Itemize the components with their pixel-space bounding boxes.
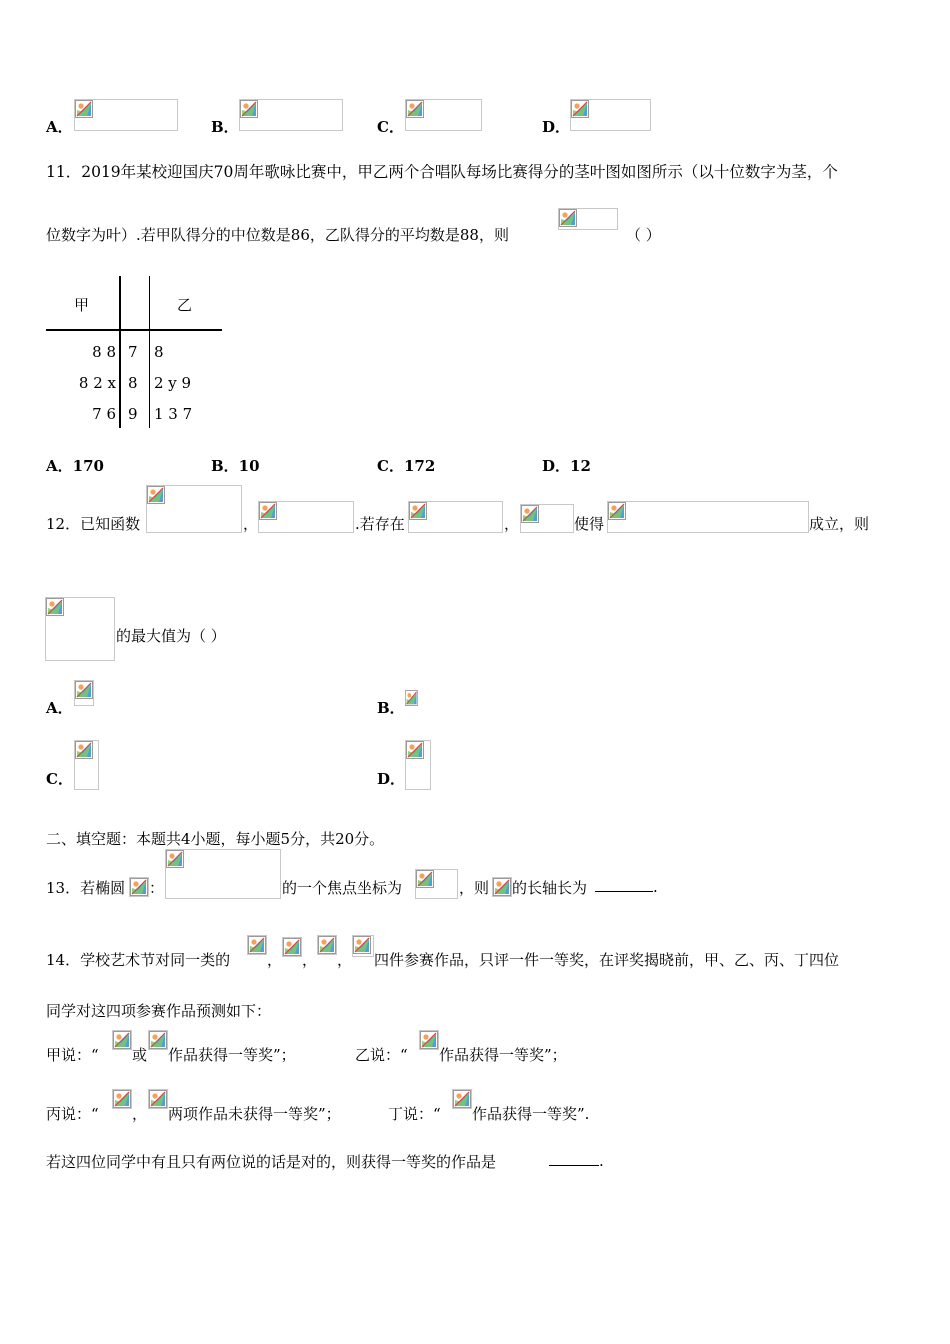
q14-comma3: ，: [337, 951, 353, 969]
plot-row2-left: 8 2 x: [78, 374, 116, 392]
q14-jia-work2-image: [148, 1030, 168, 1050]
q13-end: .: [653, 878, 658, 896]
q14-answer-blank[interactable]: [549, 1151, 604, 1170]
q14-ding-end: 作品获得一等奖”.: [472, 1105, 590, 1123]
broken-image-icon: [453, 1090, 471, 1108]
q14-comma2: ，: [302, 951, 318, 969]
broken-image-icon: [75, 741, 93, 759]
q14-work-d-image: [352, 935, 374, 957]
broken-image-icon: [113, 1090, 131, 1108]
q14-bing-work2-image: [148, 1089, 168, 1109]
broken-image-icon: [46, 598, 64, 616]
q10-option-a-image: [74, 99, 178, 131]
plot-row3-stem: 9: [128, 405, 138, 423]
q14-ding-label: 丁说：“: [388, 1105, 441, 1123]
broken-image-icon: [113, 1031, 131, 1049]
q13-c-image: [492, 877, 512, 897]
q14-line2: 同学对这四项参赛作品预测如下：: [46, 1002, 272, 1020]
q14-yi-label: 乙说：“: [355, 1046, 408, 1064]
plot-header-rule: [46, 329, 222, 331]
plot-row1-stem: 7: [128, 343, 138, 361]
q10-option-a-label: A．: [46, 118, 73, 136]
broken-image-icon: [420, 1031, 438, 1049]
broken-image-icon: [406, 100, 424, 118]
broken-image-icon: [283, 938, 301, 956]
q10-option-b-label: B．: [211, 118, 239, 136]
broken-image-icon: [405, 690, 418, 706]
broken-image-icon: [559, 209, 577, 227]
q14-jia-end: 作品获得一等奖”；: [168, 1046, 296, 1064]
broken-image-icon: [147, 486, 165, 504]
q14-bing-end: 两项作品未获得一等奖”；: [168, 1105, 341, 1123]
broken-image-icon: [166, 850, 184, 868]
q11-expression-image: [558, 208, 618, 230]
q11-option-b: B．10: [211, 457, 260, 475]
broken-image-icon: [248, 936, 266, 954]
q12-function-g-image: [258, 501, 354, 533]
broken-image-icon: [521, 505, 539, 523]
q12-option-b-label: B．: [377, 699, 405, 717]
q10-option-c-image: [405, 99, 482, 131]
q13-answer-blank[interactable]: [595, 877, 658, 896]
q14-rest: 四件参赛作品，只评一件一等奖，在评奖揭晓前，甲、乙、丙、丁四位: [374, 951, 840, 969]
plot-row2-right: 2 y 9: [154, 374, 192, 392]
broken-image-icon: [493, 878, 511, 896]
broken-image-icon: [75, 681, 93, 699]
q14-bing-work1-image: [112, 1089, 132, 1109]
q12-equation-image: [607, 501, 809, 533]
q12-option-c-image: [74, 740, 99, 790]
plot-head-left: 甲: [74, 296, 90, 314]
q12-make: 使得: [574, 515, 605, 533]
q14-jia-work1-image: [112, 1030, 132, 1050]
q11-option-d: D．12: [542, 457, 591, 475]
q13-focus-text: 的一个焦点坐标为: [282, 879, 403, 897]
q12-exist: .若存在: [355, 515, 405, 533]
q14-work-b-image: [282, 937, 302, 957]
q12-option-a-label: A．: [46, 699, 73, 717]
plot-divider-right: [149, 276, 150, 428]
q14-jia-or: 或: [132, 1046, 148, 1064]
stem-leaf-plot: [44, 276, 224, 428]
q14-final-end: .: [599, 1152, 604, 1170]
q14-prefix: 14．学校艺术节对同一类的: [46, 951, 231, 969]
q10-option-d-image: [570, 99, 651, 131]
q12-option-d-image: [405, 740, 431, 790]
q12-option-d-label: D．: [377, 770, 406, 788]
plot-row1-right: 8: [154, 343, 164, 361]
q14-bing-comma: ，: [132, 1105, 148, 1123]
q11-text-line2: 位数字为叶）.若甲队得分的中位数是86，乙队得分的平均数是88，则: [46, 226, 509, 244]
q14-jia-label: 甲说：“: [46, 1046, 99, 1064]
q14-comma1: ，: [267, 951, 283, 969]
q13-ellipse-c-image: [129, 877, 149, 897]
q14-yi-work-image: [419, 1030, 439, 1050]
broken-image-icon: [608, 502, 626, 520]
plot-row3-right: 1 3 7: [154, 405, 193, 423]
q12-option-b-image: [405, 690, 418, 706]
q13-then: ，则: [459, 879, 490, 897]
broken-image-icon: [416, 870, 434, 888]
q11-text-line1: 11．2019年某校迎国庆70周年歌咏比赛中，甲乙两个合唱队每场比赛得分的茎叶图如图所示（以十位数字为茎，个: [46, 163, 838, 181]
q12-max-value-text: 的最大值为（ ）: [116, 627, 226, 645]
q12-holds: 成立，则: [809, 515, 870, 533]
broken-image-icon: [240, 100, 258, 118]
plot-row2-stem: 8: [128, 374, 138, 392]
q13-colon: ：: [149, 879, 165, 897]
q11-option-c: C．172: [377, 457, 436, 475]
broken-image-icon: [353, 936, 371, 954]
q12-comma1: ，: [243, 515, 259, 533]
q12-x2-image: [520, 504, 574, 533]
q13-focus-coord-image: [415, 869, 458, 899]
broken-image-icon: [571, 100, 589, 118]
q12-option-a-image: [74, 680, 94, 706]
plot-divider-left: [119, 276, 121, 428]
section2-heading: 二、填空题：本题共4小题，每小题5分，共20分。: [46, 830, 385, 848]
q13-ellipse-equation-image: [165, 849, 281, 899]
broken-image-icon: [149, 1090, 167, 1108]
q12-prefix: 12．已知函数: [46, 515, 141, 533]
broken-image-icon: [259, 502, 277, 520]
q14-work-c-image: [317, 935, 337, 955]
plot-row1-left: 8 8: [92, 343, 116, 361]
plot-row3-left: 7 6: [92, 405, 116, 423]
q14-bing-label: 丙说：“: [46, 1105, 99, 1123]
q13-axis-text: 的长轴长为: [512, 879, 588, 897]
broken-image-icon: [409, 502, 427, 520]
broken-image-icon: [130, 878, 148, 896]
q13-prefix: 13．若椭圆: [46, 879, 126, 897]
q11-answer-paren: （ ）: [626, 226, 661, 244]
q14-final-text: 若这四位同学中有且只有两位说的话是对的，则获得一等奖的作品是: [46, 1153, 497, 1171]
q12-x1-image: [408, 501, 503, 533]
q11-option-a: A．170: [46, 457, 104, 475]
q12-option-c-label: C．: [46, 770, 73, 788]
q14-yi-end: 作品获得一等奖”；: [439, 1046, 567, 1064]
broken-image-icon: [75, 100, 93, 118]
q14-ding-work-image: [452, 1089, 472, 1109]
q12-comma2: ，: [504, 515, 520, 533]
broken-image-icon: [149, 1031, 167, 1049]
broken-image-icon: [406, 741, 424, 759]
q12-target-expression-image: [45, 597, 115, 661]
q10-option-b-image: [239, 99, 343, 131]
q12-function-f-image: [146, 485, 242, 533]
q14-work-a-image: [247, 935, 267, 955]
broken-image-icon: [318, 936, 336, 954]
q10-option-d-label: D．: [542, 118, 571, 136]
q10-option-c-label: C．: [377, 118, 404, 136]
plot-head-right: 乙: [177, 296, 193, 314]
